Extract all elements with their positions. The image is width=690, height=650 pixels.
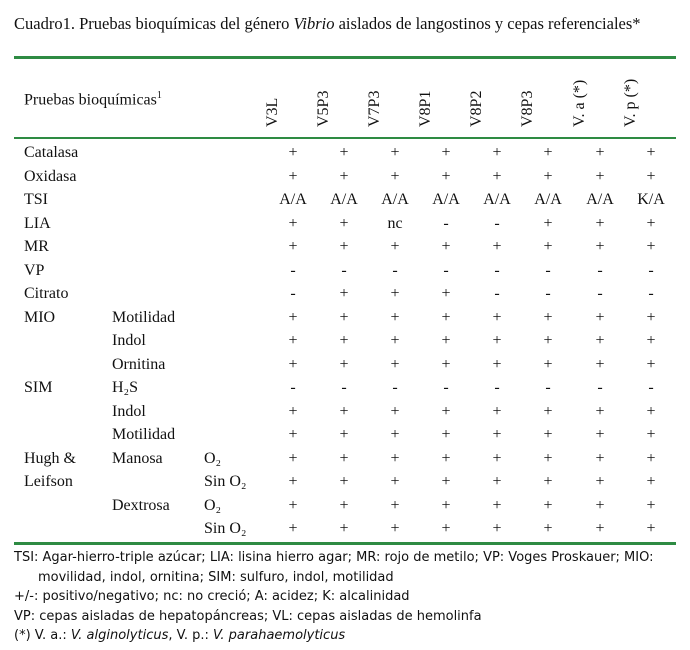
result-cell: + [441, 332, 451, 349]
result-cell: + [288, 238, 298, 255]
test-subname: Indol [112, 403, 146, 420]
test-subname: Manosa [112, 450, 163, 467]
result-cell: + [339, 497, 349, 514]
result-cell: + [492, 497, 502, 514]
result-cell: - [290, 379, 296, 396]
test-condition: Sin O₂ [204, 520, 247, 537]
test-name: Citrato [24, 285, 69, 302]
result-cell: + [390, 497, 400, 514]
test-name: MIO [24, 309, 56, 326]
note-ref-species-2: V. parahaemolyticus [213, 628, 346, 643]
result-cell: + [646, 356, 656, 373]
result-cell: + [492, 426, 502, 443]
result-cell: + [441, 450, 451, 467]
result-cell: + [646, 309, 656, 326]
result-cell: - [290, 285, 296, 302]
result-cell: - [597, 285, 603, 302]
column-header-label: V8P1 [417, 90, 434, 127]
note-symbols: +/-: positivo/negativo; nc: no creció; A: acidez; K: alcalinidad [14, 589, 410, 604]
result-cell: - [597, 379, 603, 396]
result-cell: + [339, 215, 349, 232]
note-abbreviations: TSI: Agar-hierro-triple azúcar; LIA: lisina hierro agar; MR: rojo de metilo; VP: Voges Proskauer; MIO: [14, 550, 654, 565]
result-cell: + [288, 450, 298, 467]
result-cell: + [492, 356, 502, 373]
result-cell: A/A [381, 191, 409, 208]
result-cell: + [390, 450, 400, 467]
result-cell: + [339, 356, 349, 373]
result-cell: + [441, 285, 451, 302]
result-cell: + [543, 403, 553, 420]
result-cell: + [543, 473, 553, 490]
note-abbreviations-cont: movilidad, indol, ornitina; SIM: sulfuro, indol, motilidad [38, 569, 394, 585]
result-cell: - [443, 379, 449, 396]
note-ref-mid: , V. p.: [168, 628, 214, 643]
result-cell: + [492, 238, 502, 255]
result-cell: A/A [483, 191, 511, 208]
result-cell: + [390, 520, 400, 537]
result-cell: + [543, 332, 553, 349]
result-cell: + [390, 238, 400, 255]
note-ref-species-1: V. alginolyticus [70, 628, 169, 643]
result-cell: + [646, 426, 656, 443]
result-cell: + [646, 332, 656, 349]
result-cell: + [441, 473, 451, 490]
result-cell: + [390, 332, 400, 349]
result-cell: A/A [432, 191, 460, 208]
table-bottom-rule [14, 542, 676, 545]
table-top-rule [14, 56, 676, 59]
result-cell: A/A [279, 191, 307, 208]
result-cell: + [543, 497, 553, 514]
caption-suffix: aislados de langostinos y cepas referenciales* [334, 14, 641, 33]
result-cell: + [390, 426, 400, 443]
result-cell: + [288, 215, 298, 232]
result-cell: + [492, 403, 502, 420]
header-label [24, 90, 162, 109]
result-cell: - [341, 379, 347, 396]
test-name: TSI [24, 191, 48, 208]
header-footnote-mark: 1 [156, 90, 162, 101]
result-cell: + [441, 356, 451, 373]
result-cell: + [492, 144, 502, 161]
result-cell: - [341, 262, 347, 279]
result-cell: - [545, 379, 551, 396]
result-cell: + [646, 168, 656, 185]
test-name: Oxidasa [24, 168, 77, 185]
result-cell: + [595, 238, 605, 255]
test-name: Hugh & [24, 450, 76, 467]
result-cell: + [492, 473, 502, 490]
result-cell: + [390, 309, 400, 326]
result-cell: + [288, 332, 298, 349]
test-subname: H₂S [112, 379, 139, 396]
result-cell: - [648, 262, 654, 279]
result-cell: + [390, 473, 400, 490]
result-cell: + [543, 144, 553, 161]
result-cell: + [543, 520, 553, 537]
result-cell: + [543, 450, 553, 467]
result-cell: + [441, 309, 451, 326]
result-cell: + [339, 309, 349, 326]
result-cell: + [646, 144, 656, 161]
test-condition: Sin O₂ [204, 473, 247, 490]
test-condition: O₂ [204, 497, 222, 514]
result-cell: + [339, 285, 349, 302]
result-cell: + [595, 356, 605, 373]
column-header-label: V3L [264, 97, 281, 127]
result-cell: + [390, 144, 400, 161]
column-header-label: V. a (*) [571, 79, 588, 127]
column-header-label: V8P3 [519, 90, 536, 127]
result-cell: K/A [637, 191, 665, 208]
result-cell: + [441, 144, 451, 161]
result-cell: A/A [330, 191, 358, 208]
result-cell: + [390, 403, 400, 420]
result-cell: + [595, 473, 605, 490]
result-cell: + [595, 309, 605, 326]
note-ref-prefix: (*) V. a.: [14, 628, 71, 643]
result-cell: + [492, 168, 502, 185]
result-cell: + [288, 144, 298, 161]
result-cell: + [339, 426, 349, 443]
result-cell: - [392, 379, 398, 396]
result-cell: + [339, 450, 349, 467]
result-cell: + [339, 403, 349, 420]
test-name: Leifson [24, 473, 73, 490]
result-cell: + [441, 426, 451, 443]
column-header-label: V8P2 [468, 90, 485, 127]
column-header-label: V. p (*) [622, 78, 639, 127]
result-cell: + [646, 520, 656, 537]
result-cell: + [595, 403, 605, 420]
result-cell: + [595, 520, 605, 537]
result-cell: - [443, 215, 449, 232]
result-cell: + [646, 403, 656, 420]
table-header-rule [14, 137, 676, 139]
result-cell: nc [387, 215, 403, 232]
result-cell: - [494, 262, 500, 279]
test-subname: Indol [112, 332, 146, 349]
result-cell: + [390, 356, 400, 373]
result-cell: + [595, 497, 605, 514]
test-name: LIA [24, 215, 51, 232]
result-cell: + [543, 356, 553, 373]
result-cell: + [339, 144, 349, 161]
result-cell: + [339, 332, 349, 349]
result-cell: + [646, 497, 656, 514]
result-cell: + [339, 168, 349, 185]
result-cell: + [595, 450, 605, 467]
note-reference-strains [14, 626, 684, 646]
note-strain-sources: VP: cepas aisladas de hepatopáncreas; VL: cepas aisladas de hemolinfa [14, 608, 482, 624]
result-cell: - [494, 215, 500, 232]
test-name: Catalasa [24, 144, 79, 161]
result-cell: - [494, 379, 500, 396]
result-cell: + [492, 450, 502, 467]
result-cell: - [545, 262, 551, 279]
result-cell: - [290, 262, 296, 279]
result-cell: + [441, 238, 451, 255]
column-header-label: V5P3 [315, 90, 332, 127]
result-cell: + [543, 215, 553, 232]
test-name: SIM [24, 379, 53, 396]
result-cell: + [595, 426, 605, 443]
result-cell: + [595, 215, 605, 232]
result-cell: + [595, 168, 605, 185]
result-cell: + [288, 497, 298, 514]
test-subname: Motilidad [112, 426, 176, 443]
test-condition: O₂ [204, 450, 222, 467]
result-cell: + [492, 309, 502, 326]
result-cell: + [288, 426, 298, 443]
result-cell: + [288, 473, 298, 490]
result-cell: - [597, 262, 603, 279]
result-cell: + [390, 168, 400, 185]
result-cell: - [648, 379, 654, 396]
result-cell: + [288, 168, 298, 185]
column-header-label: V7P3 [366, 90, 383, 127]
result-cell: - [443, 262, 449, 279]
test-subname: Dextrosa [112, 497, 170, 514]
result-cell: + [543, 168, 553, 185]
result-cell: + [441, 403, 451, 420]
test-name: MR [24, 238, 49, 255]
result-cell: + [646, 215, 656, 232]
caption-prefix: Cuadro1. Pruebas bioquímicas del género [14, 14, 294, 33]
result-cell: - [545, 285, 551, 302]
result-cell: + [543, 309, 553, 326]
result-cell: + [441, 497, 451, 514]
result-cell: - [494, 285, 500, 302]
result-cell: + [441, 520, 451, 537]
result-cell: A/A [534, 191, 562, 208]
table-notes [14, 548, 684, 646]
caption-genus: Vibrio [293, 14, 335, 33]
result-cell: - [392, 262, 398, 279]
result-cell: + [339, 238, 349, 255]
result-cell: + [492, 520, 502, 537]
result-cell: + [288, 520, 298, 537]
result-cell: A/A [586, 191, 614, 208]
result-cell: + [288, 403, 298, 420]
result-cell: + [339, 473, 349, 490]
result-cell: + [390, 285, 400, 302]
result-cell: + [441, 168, 451, 185]
result-cell: + [543, 238, 553, 255]
result-cell: + [288, 309, 298, 326]
result-cell: + [288, 356, 298, 373]
result-cell: - [648, 285, 654, 302]
result-cell: + [595, 332, 605, 349]
result-cell: + [646, 238, 656, 255]
result-cell: + [595, 144, 605, 161]
header-label-text: Pruebas bioquímicas [24, 91, 157, 109]
result-cell: + [492, 332, 502, 349]
test-subname: Motilidad [112, 309, 176, 326]
result-cell: + [339, 520, 349, 537]
result-cell: + [646, 450, 656, 467]
table-caption [14, 14, 641, 34]
test-subname: Ornitina [112, 356, 166, 373]
result-cell: + [543, 426, 553, 443]
test-name: VP [24, 262, 45, 279]
result-cell: + [646, 473, 656, 490]
